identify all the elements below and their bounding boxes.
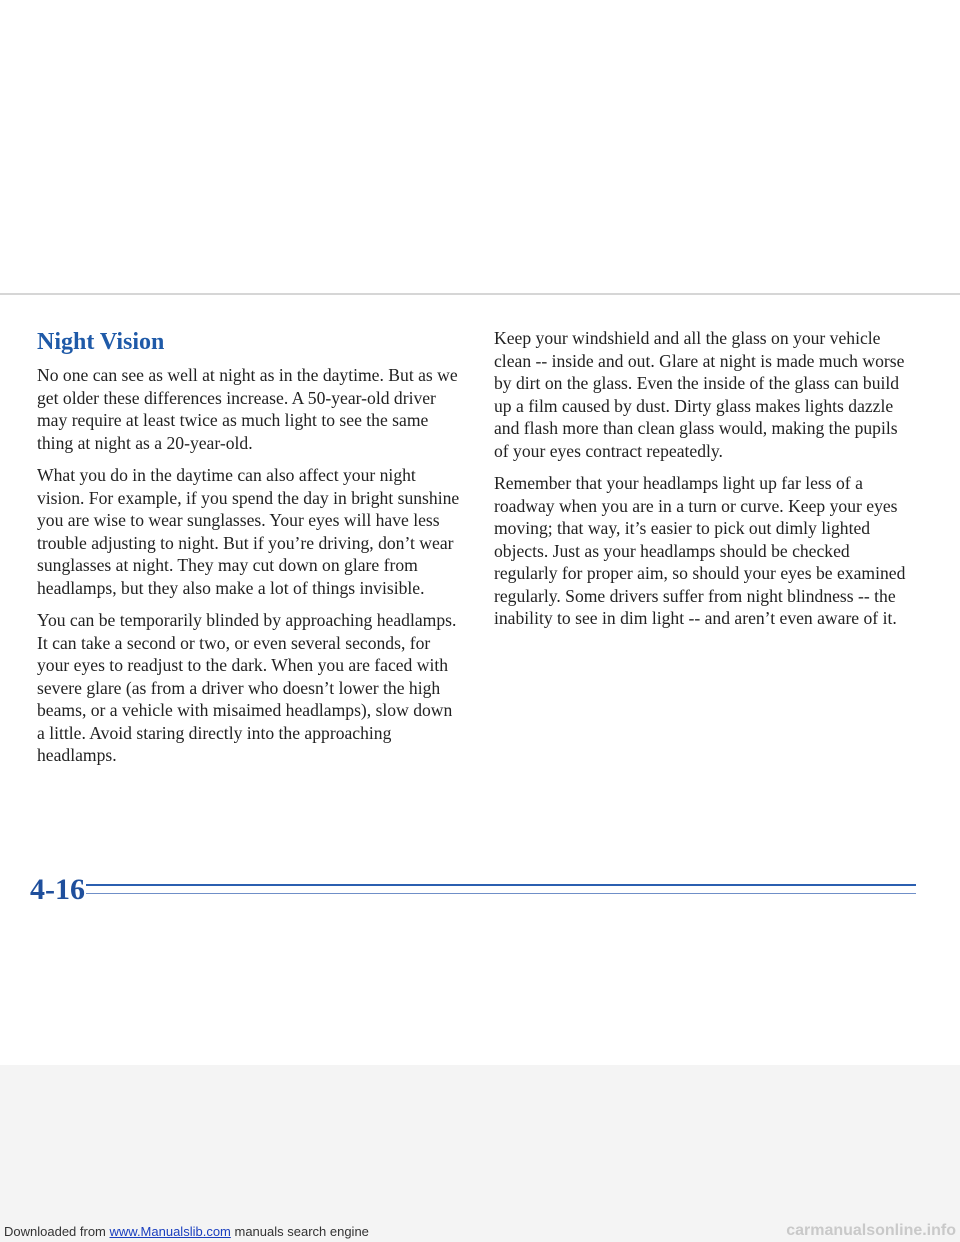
- left-column: [37, 329, 462, 777]
- watermark-suffix: manuals search engine: [230, 1224, 369, 1239]
- page-number: 4-16: [30, 873, 85, 906]
- right-column: [494, 327, 914, 640]
- bottom-margin: [0, 1065, 960, 1242]
- page-footer: [30, 870, 916, 910]
- footer-rule: [86, 884, 916, 886]
- section-title: Night Vision: [37, 329, 165, 355]
- footer-rule-thin: [86, 893, 916, 894]
- site-watermark: carmanualsonline.info: [786, 1222, 956, 1239]
- manualslib-link[interactable]: www.Manualslib.com: [109, 1224, 231, 1239]
- paragraph: Remember that your headlamps light up far less of a roadway when you are in a turn or curve. Keep your eyes moving; that way, it’s easier to pick out dimly lighted objects. Just as your headlamps should be checked regularly for proper aim, so should your eyes be examined regularly. Some drivers suffer from night blindness -- the inability to see in dim light -- and aren’t even aware of it.: [494, 473, 906, 628]
- paragraph: Keep your windshield and all the glass on your vehicle clean -- inside and out. Glare at night is made much worse by dirt on the glass. Even the inside of the glass can build up a film caused by dust. Dirty glass makes lights dazzle and flash more than clean glass would, making the pupils of your eyes contract repeatedly.: [494, 328, 905, 461]
- paragraph: No one can see as well at night as in the daytime. But as we get older these differences increase. A 50-year-old driver may require at least twice as much light to see the same thing at night as a 20-year-old.: [37, 365, 458, 453]
- watermark-prefix: Downloaded from: [4, 1224, 110, 1239]
- paragraph: You can be temporarily blinded by approaching headlamps. It can take a second or two, or even several seconds, for your eyes to readjust to the dark. When you are faced with severe glare (as from a driver who doesn’t lower the high beams, or a vehicle with misaimed headlamps), slow down a little. Avoid staring directly into the approaching headlamps.: [37, 610, 457, 765]
- manual-page: [0, 295, 960, 1065]
- download-watermark: [4, 1224, 369, 1239]
- paragraph: What you do in the daytime can also affect your night vision. For example, if you spend the day in bright sunshine you are wise to wear sunglasses. Your eyes will have less trouble adjusting to night. But if you’re driving, don’t wear sunglasses at night. They may cut down on glare from headlamps, but they also make a lot of things invisible.: [37, 465, 460, 598]
